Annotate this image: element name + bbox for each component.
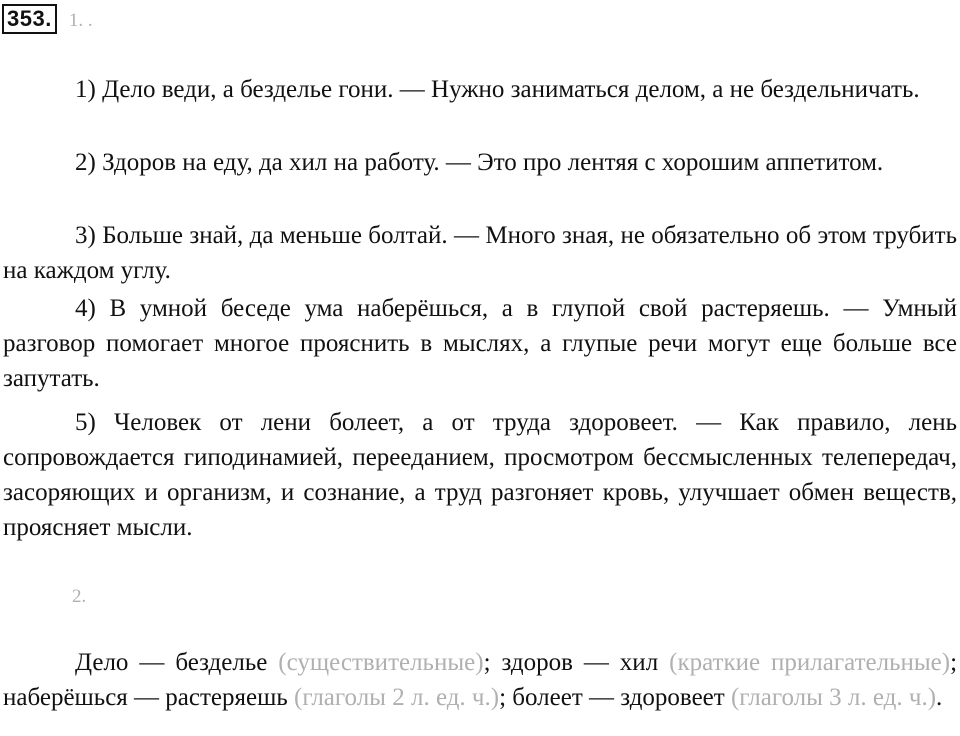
- part1-label: 1. .: [68, 10, 93, 31]
- separator-1: ;: [483, 649, 502, 676]
- antonym-pair-1: Дело — безделье: [75, 649, 268, 676]
- grammar-note-1: (существительные): [278, 649, 484, 676]
- proverb-3: 3) Больше знай, да меньше болтай. — Много зная, не обязательно об этом трубить на каждом углу.: [3, 222, 957, 284]
- antonym-pair-4: болеет — здоровеет: [512, 684, 725, 711]
- grammar-note-3: (глаголы 2 л. ед. ч.): [294, 684, 500, 711]
- exercise-number: 353.: [2, 4, 57, 34]
- grammar-note-4: (глаголы 3 л. ед. ч.): [730, 684, 937, 711]
- proverb-4: 4) В умной беседе ума наберёшься, а в глупой свой растеряешь. — Умный разговор помогает многое прояснить в мыслях, а глупые речи могут еще больше все запутать.: [3, 295, 957, 392]
- separator-3: ;: [499, 684, 513, 711]
- grammar-note-2: (краткие прилагательные): [669, 649, 951, 676]
- antonym-pair-2: здоров — хил: [501, 649, 659, 676]
- end-punctuation: .: [936, 684, 943, 711]
- proverb-1: 1) Дело веди, а безделье гони. — Нужно заниматься делом, а не бездельничать.: [75, 76, 920, 103]
- part2-label: 2.: [72, 586, 87, 607]
- proverb-2: 2) Здоров на еду, да хил на работу. — Это про лентяя с хорошим аппетитом.: [75, 149, 884, 176]
- proverb-5: 5) Человек от лени болеет, а от труда здоровеет. — Как правило, лень сопровождается гиподинамией, перееданием, просмотром бессмысленных телепередач, засоряющих и организм, и сознание, а труд разгоняет кровь, улучшает обмен веществ, проясняет мысли.: [3, 409, 957, 541]
- antonym-pair-3: наберёшься — растеряешь: [3, 684, 288, 711]
- antonym-pairs-paragraph: [3, 645, 957, 715]
- exercise-header: [2, 4, 93, 38]
- separator-2: ;: [950, 649, 958, 676]
